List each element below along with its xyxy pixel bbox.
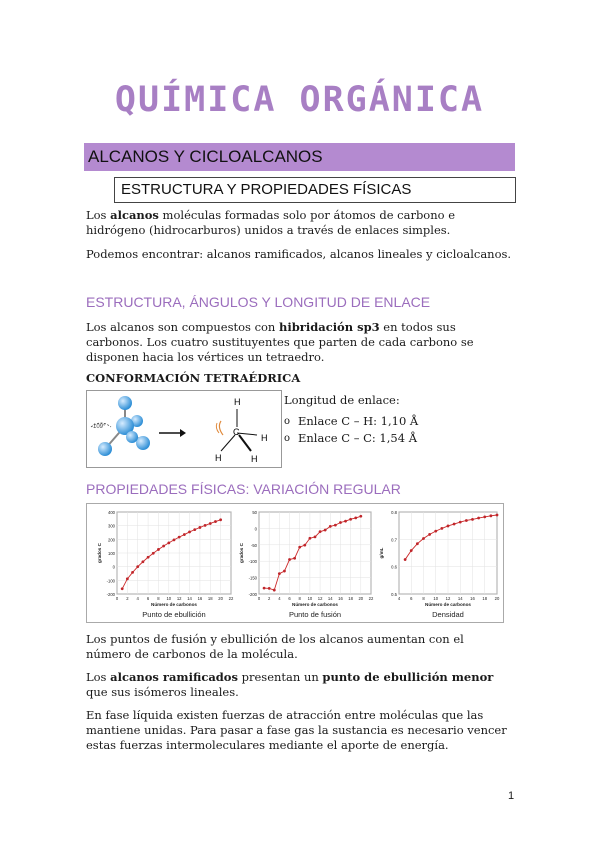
- y-tick-label: 50: [252, 510, 257, 515]
- x-tick-label: 10: [166, 596, 172, 601]
- x-tick-label: 10: [433, 596, 439, 601]
- chart-title: Punto de ebullición: [142, 610, 206, 619]
- propiedades-heading: PROPIEDADES FÍSICAS: VARIACIÓN REGULAR: [86, 481, 401, 497]
- y-tick-label: -200: [248, 592, 257, 597]
- estructura-heading: ESTRUCTURA, ÁNGULOS Y LONGITUD DE ENLACE: [86, 294, 431, 310]
- x-tick-label: 6: [410, 596, 413, 601]
- data-point: [131, 571, 134, 574]
- x-tick-label: 22: [368, 596, 374, 601]
- x-axis-label: Número de carbonos: [292, 602, 338, 607]
- propiedades-paragraph-3: En fase líquida existen fuerzas de atracción entre moléculas que las mantiene unidas. Para pasar a fase gas la sustancia es necesario vencer estas fuerzas intermoleculares mediante el aporte de energía.: [86, 708, 507, 752]
- alcanos-bold: alcanos: [110, 208, 159, 222]
- x-tick-label: 8: [422, 596, 425, 601]
- data-point: [428, 533, 431, 536]
- data-point: [496, 514, 499, 517]
- data-point: [319, 530, 322, 533]
- data-point: [167, 541, 170, 544]
- subsection-title: ESTRUCTURA Y PROPIEDADES FÍSICAS: [121, 181, 412, 198]
- x-tick-label: 8: [157, 596, 160, 601]
- data-point: [471, 518, 474, 521]
- y-tick-label: 0: [112, 564, 115, 570]
- x-tick-label: 2: [268, 596, 271, 601]
- data-point: [447, 525, 450, 528]
- data-point: [489, 514, 492, 517]
- y-tick-label: -150: [248, 575, 257, 581]
- subsection-header: [114, 177, 516, 203]
- ramificados-bold: alcanos ramificados: [110, 670, 238, 684]
- h-top-label: H: [234, 397, 241, 407]
- bond-length-title: Longitud de enlace:: [284, 393, 400, 407]
- ebullicion-bold: punto de ebullición menor: [322, 670, 494, 684]
- data-point: [404, 558, 407, 561]
- propiedades-paragraph-2: Los alcanos ramificados presentan un punto de ebullición menor que sus isómeros lineales.: [86, 670, 494, 699]
- data-point: [293, 557, 296, 560]
- data-point: [162, 545, 165, 548]
- series-line: [264, 516, 361, 590]
- charts-panel: [86, 503, 504, 623]
- data-point: [465, 519, 468, 522]
- charts-svg: [87, 504, 503, 622]
- y-tick-label: -50: [250, 542, 257, 548]
- data-point: [440, 527, 443, 530]
- x-axis-label: Número de carbonos: [425, 602, 471, 607]
- x-tick-label: 2: [126, 596, 129, 601]
- structural-formula: [215, 397, 268, 464]
- x-tick-label: 0: [115, 596, 119, 601]
- data-point: [268, 587, 271, 590]
- bond-ch: o Enlace C – H: 1,10 Å: [284, 413, 418, 430]
- data-point: [288, 558, 291, 561]
- section-header: [84, 143, 515, 171]
- h-right-label: H: [261, 433, 268, 443]
- y-tick-label: -200: [106, 592, 115, 597]
- x-tick-label: 16: [197, 596, 203, 601]
- chart-3: [379, 510, 500, 619]
- x-axis-label: Número de carbonos: [151, 602, 197, 607]
- chart-1: [97, 510, 234, 619]
- tetrahedral-molecule-svg: [87, 391, 281, 467]
- x-tick-label: 12: [445, 596, 451, 601]
- data-point: [136, 565, 139, 568]
- data-point: [204, 524, 207, 527]
- x-tick-label: 16: [470, 596, 475, 601]
- x-tick-label: 20: [218, 596, 223, 601]
- x-tick-label: 16: [338, 596, 343, 601]
- data-point: [121, 587, 124, 590]
- h-left-label: H: [215, 453, 222, 463]
- y-tick-label: 300: [108, 523, 115, 529]
- x-tick-label: 20: [358, 596, 364, 601]
- data-point: [334, 524, 337, 527]
- x-tick-label: 10: [307, 596, 313, 601]
- x-tick-label: 4: [278, 596, 281, 601]
- data-point: [193, 528, 196, 531]
- data-point: [329, 525, 332, 528]
- x-tick-label: 8: [298, 596, 301, 601]
- x-tick-label: 4: [136, 596, 139, 601]
- x-tick-label: 14: [187, 596, 192, 601]
- y-tick-label: 400: [108, 510, 115, 515]
- section-title: ALCANOS Y CICLOALCANOS: [88, 147, 323, 166]
- data-point: [416, 542, 419, 545]
- x-tick-label: 14: [327, 596, 333, 601]
- propiedades-paragraph-1: Los puntos de fusión y ebullición de los alcanos aumentan con el número de carbonos de la molécula.: [86, 632, 464, 661]
- y-tick-label: 0.7: [391, 537, 397, 543]
- data-point: [298, 546, 301, 549]
- chart-title: Densidad: [432, 610, 464, 619]
- data-point: [303, 544, 306, 547]
- data-point: [199, 526, 202, 529]
- conformacion-heading: CONFORMACIÓN TETRAÉDRICA: [86, 371, 301, 385]
- ball-stick-model: [91, 396, 150, 456]
- intro-paragraph-1: Los alcanos moléculas formadas solo por átomos de carbono e hidrógeno (hidrocarburos) unidos a través de enlaces simples.: [86, 208, 456, 237]
- hibridacion-bold: hibridación sp3: [279, 320, 380, 334]
- data-point: [173, 538, 176, 541]
- data-point: [214, 520, 217, 523]
- x-tick-label: 14: [457, 596, 463, 601]
- y-tick-label: 200: [108, 537, 115, 543]
- y-tick-label: 0.8: [391, 510, 397, 515]
- series-line: [122, 520, 220, 589]
- arrow: [159, 429, 186, 437]
- data-point: [354, 517, 357, 520]
- x-tick-label: 22: [228, 596, 234, 601]
- x-tick-label: 4: [397, 596, 401, 601]
- data-point: [359, 515, 362, 518]
- data-point: [349, 518, 352, 521]
- bond-length-list: [284, 392, 418, 447]
- page-number: 1: [508, 790, 515, 802]
- x-tick-label: 18: [348, 596, 353, 601]
- data-point: [178, 536, 181, 539]
- data-point: [147, 556, 150, 559]
- svg-text:109°: 109°: [93, 424, 106, 430]
- series-line: [405, 515, 497, 560]
- data-point: [263, 587, 266, 590]
- data-point: [188, 531, 191, 534]
- x-tick-label: 12: [317, 596, 323, 601]
- y-tick-label: -100: [248, 559, 257, 565]
- data-point: [339, 521, 342, 524]
- y-tick-label: 0.6: [391, 564, 397, 570]
- data-point: [157, 548, 160, 551]
- estructura-paragraph: Los alcanos son compuestos con hibridación sp3 en todos sus carbonos. Los cuatro sustituyentes que parten de cada carbono se disponen hacia los vértices un tetraedro.: [86, 320, 474, 364]
- x-tick-label: 12: [176, 596, 182, 601]
- data-point: [410, 549, 413, 552]
- y-tick-label: 0: [254, 526, 257, 532]
- y-axis-label: grados C: [97, 543, 102, 563]
- data-point: [314, 536, 317, 539]
- c-label: C: [233, 427, 240, 437]
- x-tick-label: 6: [146, 596, 150, 601]
- data-point: [344, 520, 347, 523]
- data-point: [309, 537, 312, 540]
- x-tick-label: 20: [494, 596, 500, 601]
- bond-cc: o Enlace C – C: 1,54 Å: [284, 430, 418, 447]
- data-point: [142, 560, 145, 563]
- y-axis-label: g/mL: [379, 547, 384, 559]
- data-point: [183, 533, 186, 536]
- data-point: [422, 537, 425, 540]
- intro-paragraph-2: Podemos encontrar: alcanos ramificados, alcanos lineales y cicloalcanos.: [86, 247, 512, 261]
- chart-2: [239, 510, 374, 619]
- y-tick-label: 100: [108, 551, 115, 556]
- data-point: [477, 517, 480, 520]
- plot-frame: [259, 512, 371, 594]
- data-point: [459, 521, 462, 524]
- data-point: [209, 522, 212, 525]
- data-point: [219, 518, 222, 521]
- x-tick-label: 0: [257, 596, 261, 601]
- page-title: QUÍMICA ORGÁNICA: [114, 80, 485, 120]
- data-point: [324, 529, 327, 532]
- x-tick-label: 18: [482, 596, 488, 601]
- y-tick-label: 0.5: [391, 592, 397, 597]
- x-tick-label: 18: [207, 596, 213, 601]
- y-axis-label: grados C: [239, 543, 244, 563]
- chart-title: Punto de fusión: [288, 610, 342, 619]
- data-point: [453, 523, 456, 526]
- data-point: [273, 589, 276, 592]
- tetrahedral-diagram: [86, 390, 282, 468]
- y-tick-label: -100: [106, 578, 115, 584]
- data-point: [283, 570, 286, 573]
- data-point: [278, 572, 281, 575]
- h-bottom-label: H: [251, 454, 258, 464]
- data-point: [152, 552, 155, 555]
- data-point: [434, 530, 437, 533]
- x-tick-label: 6: [288, 596, 291, 601]
- data-point: [126, 577, 129, 580]
- data-point: [483, 516, 486, 519]
